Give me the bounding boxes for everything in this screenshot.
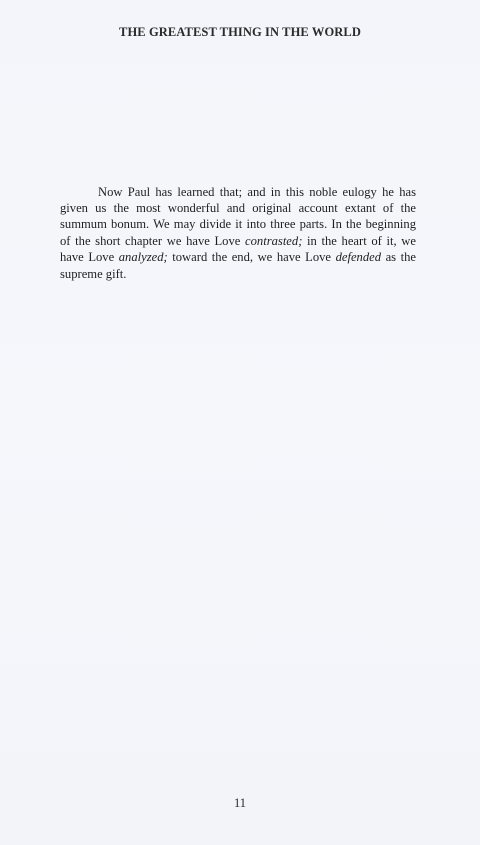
emphasis-defended: defended — [335, 250, 382, 265]
running-head-title: THE GREATEST THING IN THE WORLD — [119, 25, 361, 39]
body-paragraph — [60, 184, 416, 282]
emphasis-contrasted: contrasted; — [245, 233, 303, 248]
paragraph-text-4: as the supreme gift. — [60, 250, 416, 281]
emphasis-analyzed: analyzed; — [118, 250, 168, 265]
paragraph-text-1: Now Paul has learned that; and in this noble eulogy he has given us the most wonderful and original account extant of the summum bonum. We may divide it into three parts. In the beginning of the short chapter we have Love — [60, 184, 416, 248]
paragraph-text-2: in the heart of it, we have Love — [60, 233, 416, 265]
page-number: 11 — [233, 796, 247, 810]
paragraph-text-3: toward the end, we have Love — [167, 250, 336, 265]
